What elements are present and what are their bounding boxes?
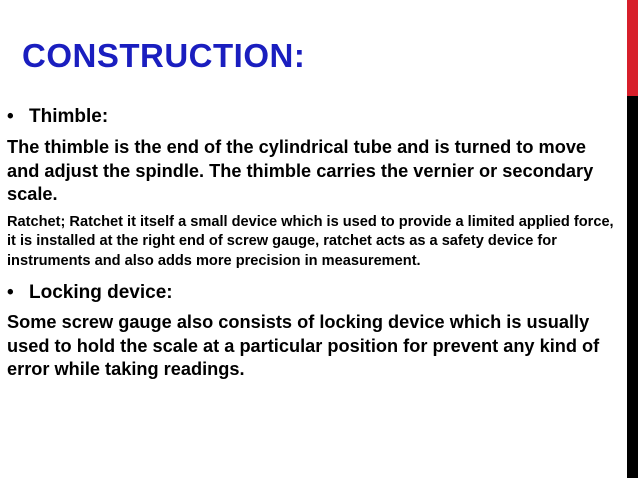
locking-heading: Locking device: bbox=[29, 282, 173, 303]
slide-title: CONSTRUCTION: bbox=[22, 37, 306, 74]
ratchet-paragraph: Ratchet; Ratchet it itself a small device which is used to provide a limited applied force, it is installed at the right end of screw gauge, ratchet acts as a safety device for instruments and also adds more precision in measurement. bbox=[7, 213, 614, 269]
locking-paragraph: Some screw gauge also consists of locking device which is usually used to hold the scale at a particular position for prevent any kind of error while taking readings. bbox=[7, 312, 600, 379]
bullet-glyph: • bbox=[7, 106, 14, 127]
slide-content bbox=[7, 104, 617, 382]
bullet-glyph: • bbox=[7, 282, 14, 303]
thimble-heading: Thimble: bbox=[29, 106, 109, 127]
bullet-thimble bbox=[7, 104, 617, 130]
thimble-paragraph: The thimble is the end of the cylindrical tube and is turned to move and adjust the spindle. The thimble carries the vernier or secondary scale. bbox=[7, 137, 594, 204]
bullet-locking-device bbox=[7, 280, 617, 306]
side-accent-red-segment bbox=[627, 0, 638, 96]
